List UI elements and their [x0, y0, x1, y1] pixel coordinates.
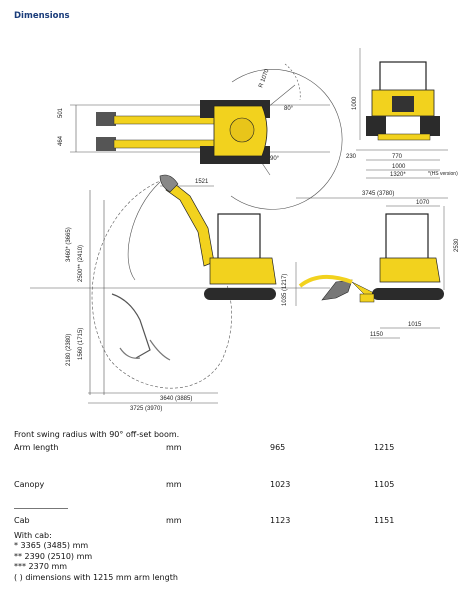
- right-view-dim-1150: 1150: [370, 332, 383, 338]
- spec-row-cab: [14, 516, 464, 528]
- side-view-dim-dump-height: 2500** (2410): [78, 244, 84, 282]
- footnote-line: * 3365 (3485) mm: [14, 541, 89, 551]
- spec-value-1215: 1215: [374, 443, 395, 452]
- right-view-dim-height: 2530: [454, 238, 460, 252]
- spec-value-965: 965: [270, 443, 286, 452]
- spec-value-1215: 1151: [374, 516, 395, 525]
- spec-label: Arm length: [14, 443, 59, 452]
- right-view-dim-1015: 1015: [408, 322, 422, 328]
- footnote-line: *** 2370 mm: [14, 562, 68, 572]
- side-view-machine: [112, 175, 276, 360]
- side-view-dim-ground-reach: 3640 (3885): [160, 396, 193, 402]
- top-view-dim-90deg: 90°: [270, 156, 280, 162]
- front-view-dim-770: 770: [392, 154, 403, 160]
- spec-unit: mm: [166, 516, 182, 525]
- right-view: [296, 198, 448, 338]
- footnote-line: ** 2390 (2510) mm: [14, 551, 93, 561]
- top-view-dim-501: 501: [58, 107, 64, 118]
- top-view-dim-464: 464: [58, 135, 64, 146]
- spec-unit: mm: [166, 480, 182, 489]
- footnote-line: ( ) dimensions with 1215 mm arm length: [14, 572, 178, 582]
- side-view-dim-wall-depth: 1560 (1715): [78, 327, 84, 360]
- side-view-dim-dig-depth: 2180 (2380): [66, 333, 72, 366]
- footnote-line: With cab:: [14, 531, 52, 540]
- right-view-dim-1070: 1070: [416, 200, 430, 206]
- spec-row-arm-length: [14, 443, 464, 455]
- spec-value-1215: 1105: [374, 480, 395, 489]
- front-view-note: *(HS version): [428, 171, 458, 177]
- spec-value-965: 1123: [270, 516, 291, 525]
- front-view-dim-1000: 1000: [392, 164, 406, 170]
- top-view: [70, 64, 342, 209]
- spec-row-canopy: [14, 480, 464, 492]
- spec-intro: Front swing radius with 90° off-set boom.: [14, 430, 180, 439]
- side-view-dim-1521: 1521: [195, 179, 209, 185]
- spec-value-965: 1023: [270, 480, 291, 489]
- spec-unit: mm: [166, 443, 182, 452]
- front-view-dim-1320: 1320*: [390, 172, 406, 178]
- side-view-dim-max-height: 3460* (3665): [66, 227, 72, 262]
- top-view-dim-80deg: 80°: [284, 106, 294, 112]
- top-view-machine: [96, 100, 270, 164]
- footnotes: [14, 531, 178, 583]
- spec-label: Canopy: [14, 480, 45, 489]
- spec-label: Cab: [14, 516, 30, 525]
- page-title: Dimensions: [14, 11, 70, 21]
- side-view-dim-max-reach: 3725 (3970): [130, 406, 163, 412]
- front-view-dim-height: 1000: [352, 96, 358, 110]
- top-view-dim-radius: R 1070: [258, 68, 271, 89]
- notes-divider: [14, 508, 68, 509]
- spec-intro-row: [14, 430, 464, 442]
- right-view-dim-1035: 1035 (1217): [282, 273, 288, 306]
- right-view-dim-length: 3745 (3780): [362, 191, 395, 197]
- front-view-dim-230: 230: [346, 154, 357, 160]
